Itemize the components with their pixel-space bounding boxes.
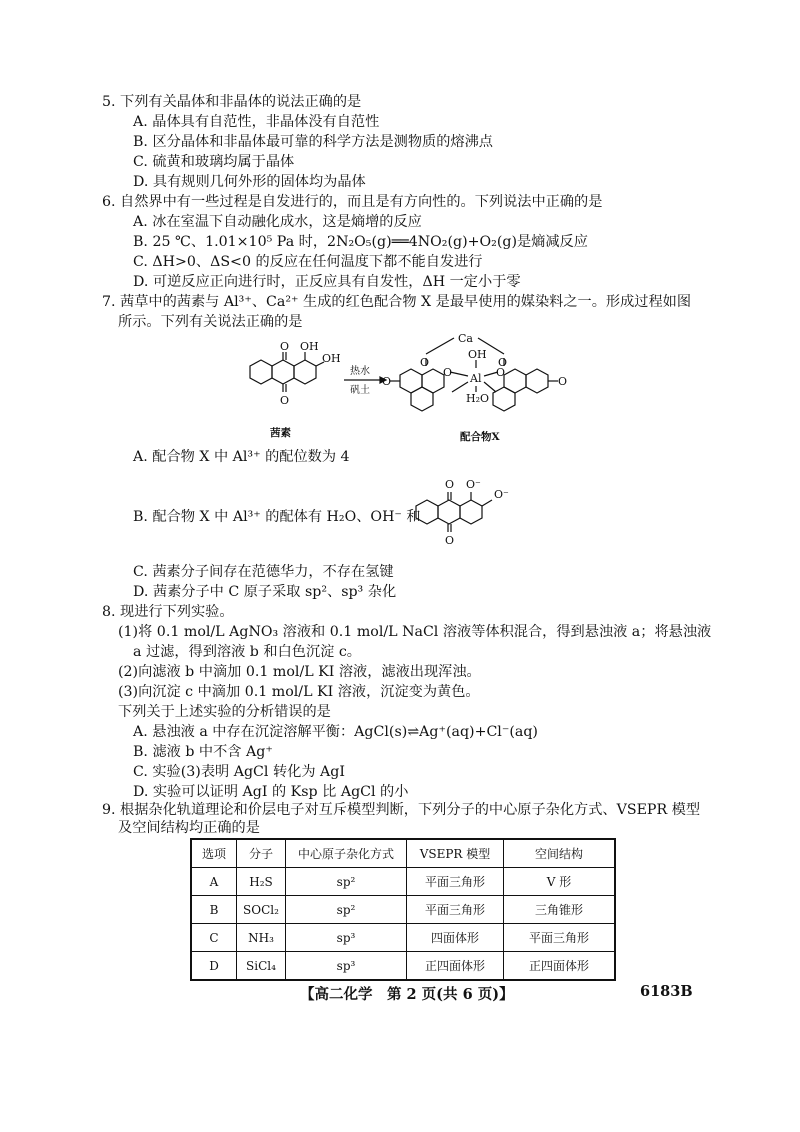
q8-step1-line1: (1)将 0.1 mol/L AgNO₃ 溶液和 0.1 mol/L NaCl 溶液等体积混合，得到悬浊液 a；将悬浊液 xyxy=(118,624,712,640)
q5-option-c: C. 硫黄和玻璃均属于晶体 xyxy=(133,154,295,170)
q5-option-a: A. 晶体具有自范性，非晶体没有自范性 xyxy=(133,114,380,130)
complex-o-4: O xyxy=(496,366,506,379)
q6-option-b: B. 25 ℃、1.01×10⁵ Pa 时，2N₂O₅(g)══4NO₂(g)+O₂(g)是熵减反应 xyxy=(133,234,588,250)
table-cell: NH₃ xyxy=(237,924,286,952)
table-cell: H₂S xyxy=(237,868,286,896)
q8-step2: (2)向滤液 b 中滴加 0.1 mol/L KI 溶液，滤液出现浑浊。 xyxy=(118,664,481,680)
q8-option-b: B. 滤液 b 中不含 Ag⁺ xyxy=(133,744,273,760)
ring-mid xyxy=(272,360,294,384)
table-header: VSEPR 模型 xyxy=(407,839,504,868)
table-header: 中心原子杂化方式 xyxy=(286,839,407,868)
q6-option-d: D. 可逆反应正向进行时，正反应具有自发性，ΔH 一定小于零 xyxy=(133,274,521,290)
table-cell: SiCl₄ xyxy=(237,952,286,981)
complex-o-1: O xyxy=(420,356,430,369)
q8-question: 下列关于上述实验的分析错误的是 xyxy=(118,704,331,720)
arrow-top-label: 热水 xyxy=(350,366,370,377)
table-header: 分子 xyxy=(237,839,286,868)
q7-option-b: B. 配合物 X 中 Al³⁺ 的配体有 H₂O、OH⁻ 和 xyxy=(133,509,421,525)
q6-option-a: A. 冰在室温下自动融化成水，这是熵增的反应 xyxy=(133,214,422,230)
arrow-bottom-label: 矾土 xyxy=(350,385,370,396)
table-cell: sp² xyxy=(286,896,407,924)
table-cell: 正四面体形 xyxy=(504,952,616,981)
table-cell: D xyxy=(191,952,237,981)
table-cell: sp³ xyxy=(286,952,407,981)
q5-option-b: B. 区分晶体和非晶体最可靠的科学方法是测物质的熔沸点 xyxy=(133,134,493,150)
table-cell: B xyxy=(191,896,237,924)
complex-al: Al xyxy=(470,372,482,385)
ligand-o-minus-1: O⁻ xyxy=(466,478,481,491)
ligand-o-bottom: O xyxy=(445,534,455,547)
ligand-diagram xyxy=(408,468,528,558)
paper-code: 6183B xyxy=(640,983,693,1000)
q8-stem: 8. 现进行下列实验。 xyxy=(102,604,234,620)
table-cell: SOCl₂ xyxy=(237,896,286,924)
ligand-figure xyxy=(408,468,528,558)
table-row xyxy=(191,924,615,952)
q9-stem-line1: 9. 根据杂化轨道理论和价层电子对互斥模型判断，下列分子的中心原子杂化方式、VSEPR 模型 xyxy=(102,802,701,818)
table-row xyxy=(191,868,615,896)
ring-left xyxy=(250,360,272,384)
q5-stem: 5. 下列有关晶体和非晶体的说法正确的是 xyxy=(102,94,362,110)
q9-stem-line2: 及空间结构均正确的是 xyxy=(118,820,260,836)
table-cell: 平面三角形 xyxy=(407,896,504,924)
alizarin-o-bottom: O xyxy=(280,394,290,407)
q8-step1-line2: a 过滤，得到溶液 b 和白色沉淀 c。 xyxy=(133,644,361,660)
table-cell: sp² xyxy=(286,868,407,896)
ligand-o-minus-2: O⁻ xyxy=(494,488,509,501)
q8-option-c: C. 实验(3)表明 AgCl 转化为 AgI xyxy=(133,764,345,780)
q6-option-c: C. ΔH>0、ΔS<0 的反应在任何温度下都不能自发进行 xyxy=(133,254,483,270)
complex-h2o: H₂O xyxy=(466,392,490,405)
table-cell: 正四面体形 xyxy=(407,952,504,981)
reaction-figure xyxy=(240,330,580,445)
q8-option-d: D. 实验可以证明 AgI 的 Ksp 比 AgCl 的小 xyxy=(133,784,409,800)
complex-o-2: O xyxy=(443,366,453,379)
label-complex-x: 配合物X xyxy=(460,431,500,443)
q6-stem: 6. 自然界中有一些过程是自发进行的，而且是有方向性的。下列说法中正确的是 xyxy=(102,194,603,210)
q7-option-d: D. 茜素分子中 C 原子采取 sp²、sp³ 杂化 xyxy=(133,584,397,600)
table-cell: A xyxy=(191,868,237,896)
complex-ca: Ca xyxy=(458,332,473,345)
table-cell: sp³ xyxy=(286,924,407,952)
table-row xyxy=(191,952,615,981)
table-header-row xyxy=(191,839,615,868)
alizarin-oh-2: OH xyxy=(322,352,341,365)
page-footer: 【高二化学 第 2 页(共 6 页)】 xyxy=(300,986,514,1003)
ligand-o-top: O xyxy=(445,478,455,491)
q8-step3: (3)向沉淀 c 中滴加 0.1 mol/L KI 溶液，沉淀变为黄色。 xyxy=(118,684,480,700)
q5-option-d: D. 具有规则几何外形的固体均为晶体 xyxy=(133,174,366,190)
q7-stem-line2: 所示。下列有关说法正确的是 xyxy=(118,314,303,330)
ring-right xyxy=(294,360,316,384)
alizarin-oh-1: OH xyxy=(300,340,319,353)
table-cell: 三角锥形 xyxy=(504,896,616,924)
q9-table xyxy=(190,838,616,981)
table-header: 空间结构 xyxy=(504,839,616,868)
q8-option-a: A. 悬浊液 a 中存在沉淀溶解平衡：AgCl(s)⇌Ag⁺(aq)+Cl⁻(aq) xyxy=(133,724,538,740)
table-cell: 平面三角形 xyxy=(407,868,504,896)
table-header: 选项 xyxy=(191,839,237,868)
q7-stem-line1: 7. 茜草中的茜素与 Al³⁺、Ca²⁺ 生成的红色配合物 X 是最早使用的媒染料之一。形成过程如图 xyxy=(102,294,692,310)
label-alizarin: 茜素 xyxy=(270,427,291,439)
table-cell: 平面三角形 xyxy=(504,924,616,952)
complex-o-left: O xyxy=(382,375,392,388)
alizarin-o-top: O xyxy=(280,340,290,353)
reaction-diagram xyxy=(240,330,580,445)
complex-o-right: O xyxy=(558,375,568,388)
q7-option-c: C. 茜素分子间存在范德华力，不存在氢键 xyxy=(133,564,394,580)
table-cell: V 形 xyxy=(504,868,616,896)
complex-o-3: O xyxy=(498,356,508,369)
complex-oh: OH xyxy=(468,348,487,361)
table-row xyxy=(191,896,615,924)
q7-option-a: A. 配合物 X 中 Al³⁺ 的配位数为 4 xyxy=(133,449,350,465)
table-cell: 四面体形 xyxy=(407,924,504,952)
table-cell: C xyxy=(191,924,237,952)
